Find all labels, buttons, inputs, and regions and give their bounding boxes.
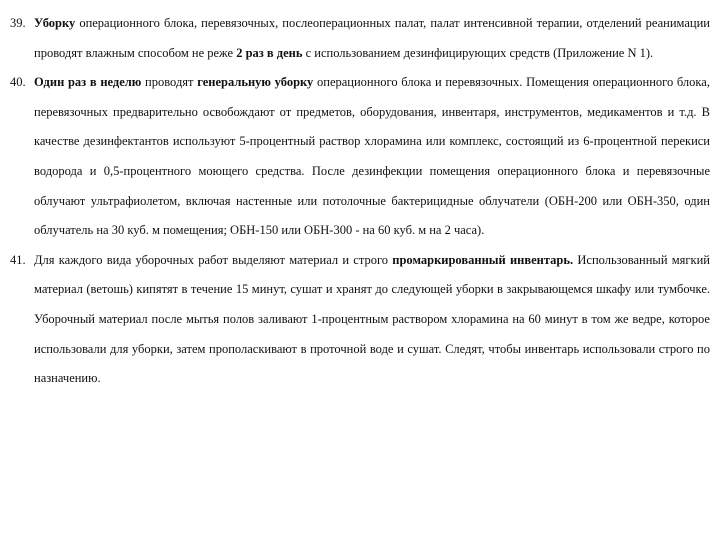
bold-text: Один раз в неделю — [34, 75, 142, 90]
body-text: Для каждого вида уборочных работ выделяют материал и строго — [34, 252, 393, 267]
paragraph-40 — [10, 68, 710, 246]
item-number: 39. — [10, 16, 26, 30]
body-text: операционного блока, перевязочных, послеоперационных палат, палат интенсивной терапии, отделений реанимации проводят влажным способом не реже — [34, 16, 710, 60]
paragraph-text — [34, 246, 710, 394]
item-number: 41. — [10, 252, 26, 267]
paragraph-41 — [10, 246, 710, 394]
item-number: 40. — [10, 75, 26, 90]
body-text: проводят — [141, 75, 198, 90]
bold-text: генеральную уборку — [197, 75, 314, 90]
paragraph-text — [34, 9, 710, 68]
bold-text: 2 раз в день — [236, 45, 303, 60]
paragraph-text — [34, 68, 710, 246]
body-text: с использованием дезинфицирующих средств (Приложение N 1). — [302, 45, 654, 60]
paragraph-39 — [10, 9, 710, 68]
body-text: Использованный мягкий материал (ветошь) кипятят в течение 15 минут, сушат и хранят до следующей уборки в закрывающемся шкафу или тумбочке. Уборочный материал после мытья полов заливают 1-процентным раствором хлорамина на 60 минут в том же ведре, которое использовали для уборки, затем прополаскивают в проточной воде и сушат. Следят, чтобы инвентарь использовали строго по назначению. — [34, 252, 711, 386]
bold-text: Уборку — [34, 16, 76, 30]
body-text: операционного блока и перевязочных. Помещения операционного блока, перевязочных предварительно освобождают от предметов, оборудования, инвентаря, инструментов, медикаментов и т.д. В качестве дезинфектантов используют 5-процентный раствор хлорамина или комплекс, состоящий из 6-процентной перекиси водорода и 0,5-процентного моющего средства. После дезинфекции помещения операционного блока и перевязочные облучают ультрафиолетом, включая настенные или потолочные бактерицидные облучатели (ОБН-200 или ОБН-350, один облучатель на 30 куб. м помещения; ОБН-150 или ОБН-300 - на 60 куб. м на 2 часа). — [34, 75, 710, 238]
bold-text: промаркированный инвентарь. — [392, 252, 574, 267]
